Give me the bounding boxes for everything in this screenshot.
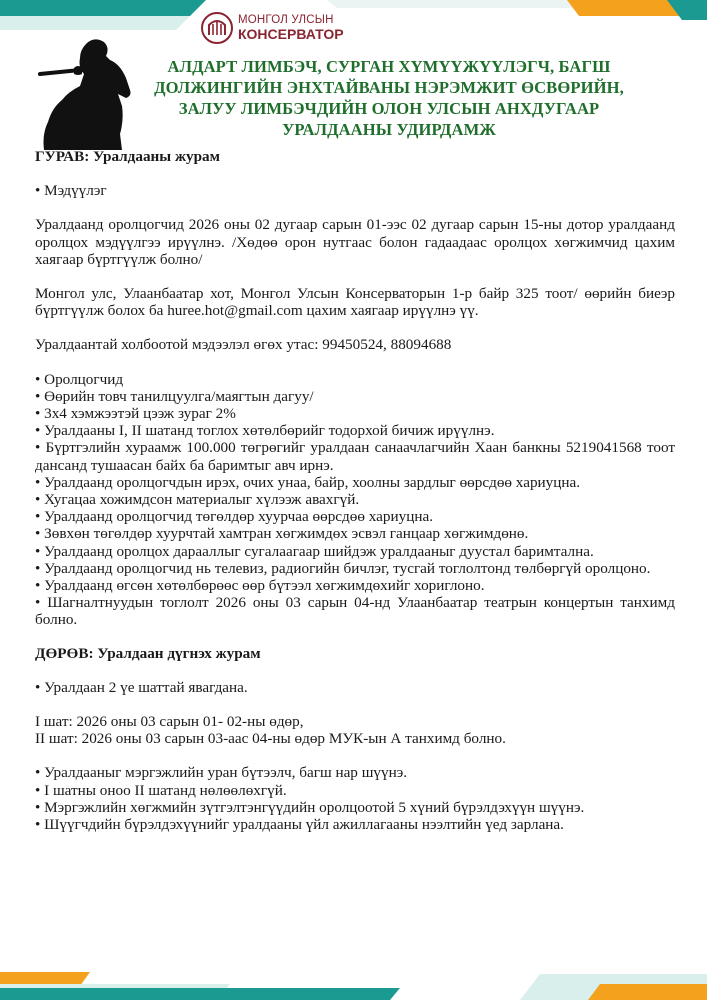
list-item: • Уралдааны I, II шатанд тоглох хөтөлбөрийг тодорхой бичиж ирүүлнэ. [35, 422, 495, 440]
list-item: • Бүртгэлийн хураамж 100.000 төгрөгийг уралдаан санаачлагчийн Хаан банкны 5219041568 тоот дансанд тушаасан байх ба баримтыг авч ирнэ. [35, 439, 675, 474]
section-four-heading: ДӨРӨВ: Уралдаан дүгнэх журам [35, 644, 261, 662]
bottom-corner-decoration [0, 960, 707, 1000]
list-item: • Уралдаанд оролцогчид төгөлдөр хуурчаа өөрсдөө хариуцна. [35, 508, 433, 526]
document-title: АЛДАРТ ЛИМБЭЧ, СУРГАН ХҮМҮҮЖҮҮЛЭГЧ, БАГШ ДОЛЖИНГИЙН ЭНХТАЙВАНЫ НЭРЭМЖИТ ӨСВӨРИЙН, ЗАЛУУ ЛИМБЭЧДИЙН ОЛОН УЛСЫН АНХДУГААР УРАЛДААНЫ УДИРДАМЖ [154, 57, 624, 139]
conservatory-logo [200, 10, 350, 46]
round-two-schedule: II шат: 2026 оны 03 сарын 03-аас 04-ны өдөр МУК-ын А танхимд болно. [35, 730, 506, 748]
section-three-heading: ГУРАВ: Уралдааны журам [35, 148, 220, 165]
list-item: • Уралдаанд оролцогчдын ирэх, очих унаа, байр, хоолны зардлыг өөрсдөө хариуцна. [35, 473, 581, 491]
conservatory-logo-icon [200, 11, 234, 45]
list-item: • 3x4 хэмжээтэй цээж зураг 2% [35, 405, 236, 423]
address-paragraph: Монгол улс, Улаанбаатар хот, Монгол Улсын Консерваторын 1-р байр 325 тоот/ өөрийн биеэр бүртгүүлж болох ба huree.hot@gmail.com цахим хаягаар ирүүлнэ үү. [35, 285, 675, 320]
registration-paragraph: Уралдаанд оролцогчид 2026 оны 02 дугаар сарын 01-ээс 02 дугаар сарын 15-ны дотор уралдаанд оролцох мэдүүлгээ ирүүлнэ. /Хөдөө орон нутгаас болон гадаадаас оролцох хөгжимчид цахим хаягаар бүртгүүлж болно/ [35, 216, 675, 268]
top-right-corner-decoration [327, 0, 707, 20]
list-item: • Уралдаанд оролцогчид нь телевиз, радиогийн бичлэг, тусгай тоглолтонд төлбөргүй оролцоно. [35, 559, 651, 577]
limbe-player-silhouette-icon [34, 34, 146, 152]
list-item: • Уралдаанд оролцох дарааллыг сугалаагаар шийдэж уралдааныг дуустал баримталнa. [35, 542, 594, 560]
list-item: • Мэргэжлийн хөгжмийн зүтгэлтэнгүүдийн оролцоотой 5 хүний бүрэлдэхүүн шүүнэ. [35, 798, 585, 816]
document-body [35, 148, 675, 833]
registration-bullet: • Мэдүүлэг [35, 182, 107, 200]
list-item: • Шагналтнуудын тоглолт 2026 оны 03 сарын 04-нд Улаанбаатар театрын концертын танхимд болно. [35, 594, 675, 629]
phone-paragraph: Уралдаантай холбоотой мэдээлэл өгөх утас: 99450524, 88094688 [35, 336, 452, 354]
list-item: • Уралдаанд өгсөн хөтөлбөрөөс өөр бүтээл хөгжимдөхийг хориглоно. [35, 577, 485, 595]
list-item: • Оролцогчид [35, 370, 124, 388]
list-item: • Зөвхөн төгөлдөр хуурчтай хамтран хөгжимдөх эсвэл ганцаар хөгжимдөнө. [35, 525, 529, 543]
list-item: • Шүүгчдийн бүрэлдэхүүнийг уралдааны үйл ажиллагааны нээлтийн үед зарлана. [35, 816, 564, 834]
list-item: • Хугацаа хожимдсон материалыг хүлээж авахгүй. [35, 491, 360, 509]
list-item: • Өөрийн товч танилцуулга/маягтын дагуу/ [35, 387, 314, 405]
rounds-bullet: • Уралдаан 2 үе шаттай явагдана. [35, 678, 248, 696]
logo-line-2: КОНСЕРВАТОР [238, 26, 344, 43]
logo-line-1: МОНГОЛ УЛСЫН [238, 13, 334, 26]
round-one-schedule: I шат: 2026 оны 03 сарын 01- 02-ны өдөр, [35, 713, 304, 731]
list-item: • I шатны оноо II шатанд нөлөөлөхгүй. [35, 781, 287, 799]
list-item: • Уралдааныг мэргэжлийн уран бүтээлч, багш нар шүүнэ. [35, 764, 408, 782]
